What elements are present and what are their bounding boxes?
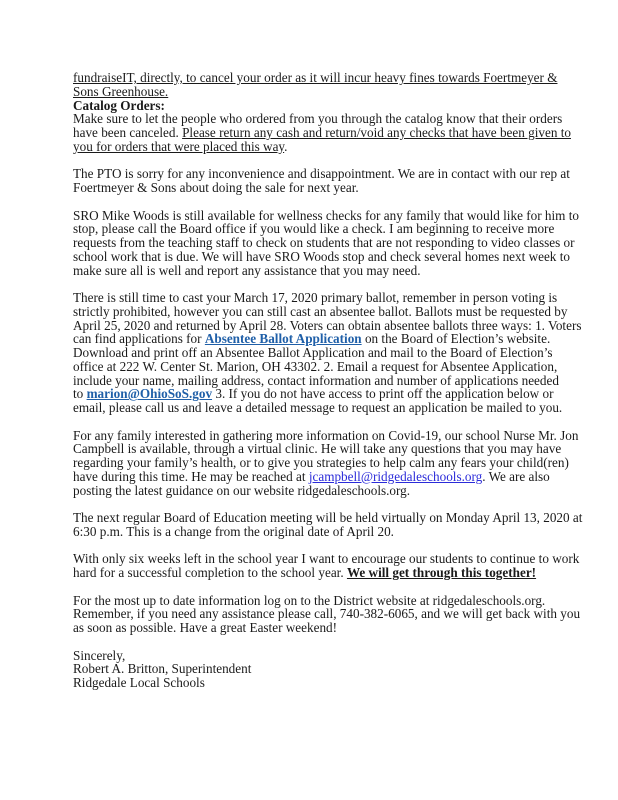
- text-segment: There is still time to cast your March 17, 2020 primary ballot, remember in person voting is: [73, 290, 558, 305]
- text-line: [73, 85, 593, 99]
- text-segment: stop, please call the Board office if you would like a check. I am beginning to receive more: [73, 221, 555, 237]
- text-segment: 3. If you do not have access to print off the application below or: [212, 386, 554, 402]
- text-line: [73, 319, 593, 333]
- paragraph-pto-apology: [73, 167, 593, 195]
- text-line: [73, 374, 593, 388]
- text-line: [73, 167, 593, 181]
- text-line: [73, 140, 593, 154]
- text-segment: have been canceled.: [73, 125, 183, 140]
- text-segment: to: [73, 386, 87, 402]
- text-segment: hard for a successful completion to the school year.: [73, 565, 347, 580]
- text-segment: . We are also: [482, 468, 550, 484]
- text-line: [73, 71, 593, 85]
- paragraph-signature: [73, 649, 593, 690]
- text-segment: We will get through this together!: [346, 565, 537, 580]
- text-line: [73, 346, 593, 360]
- text-line: [73, 401, 593, 415]
- text-line: [73, 332, 593, 346]
- text-segment: email, please call us and leave a detailed message to request an application be mailed to you.: [73, 400, 563, 415]
- text-line: [73, 594, 593, 608]
- paragraph-sro-wellness: [73, 209, 593, 278]
- paragraph-gap: [73, 154, 593, 168]
- text-line: [73, 222, 593, 236]
- text-segment: April 25, 2020 and returned by April 28. Voters can obtain absentee ballots three ways: 1. Voters: [73, 317, 582, 333]
- text-segment: include your name, mailing address, contact information and number of applications needed: [73, 372, 559, 388]
- heading-text: Catalog Orders:: [73, 97, 165, 113]
- paragraph-covid-nurse: [73, 429, 593, 498]
- link[interactable]: marion@OhioSoS.gov: [86, 386, 213, 402]
- text-line: [73, 511, 593, 525]
- text-segment: strictly prohibited, however you can still cast an absentee ballot. Ballots must be requested by: [73, 303, 568, 319]
- paragraph-gap: [73, 497, 593, 511]
- text-segment: school work that is due. We will have SRO Woods stop and check several homes next week to: [73, 248, 570, 264]
- text-segment: Remember, if you need any assistance please call, 740-382-6065, and we will get back with you: [73, 606, 581, 622]
- text-line: [73, 250, 593, 264]
- text-segment: Ridgedale Local Schools: [73, 675, 205, 690]
- paragraph-absentee-ballot: [73, 291, 593, 415]
- text-segment: Campbell is available, through a virtual clinic. He will take any questions that you may have: [73, 441, 562, 457]
- link[interactable]: jcampbell@ridgedaleschools.org: [308, 468, 483, 484]
- text-segment: Make sure to let the people who ordered from you through the catalog know that their orders: [73, 111, 563, 127]
- text-segment: on the Board of Election’s website.: [361, 331, 551, 347]
- text-segment: The PTO is sorry for any inconvenience and disappointment. We are in contact with our rep at: [73, 166, 570, 182]
- text-segment: With only six weeks left in the school year I want to encourage our students to continue to work: [73, 551, 580, 567]
- paragraph-gap: [73, 277, 593, 291]
- text-line: [73, 607, 593, 621]
- text-segment: requests from the teaching staff to check on students that are not responding to video classes or: [73, 235, 575, 250]
- text-line: [73, 387, 593, 401]
- text-segment: you for orders that were placed this way: [73, 138, 285, 154]
- text-segment: office at 222 W. Center St. Marion, OH 43302. 2. Email a request for Absentee Application,: [73, 358, 558, 374]
- text-line: [73, 209, 593, 223]
- text-line: [73, 566, 593, 580]
- text-line: [73, 429, 593, 443]
- text-line: [73, 99, 593, 113]
- text-segment: The next regular Board of Education meeting will be held virtually on Monday April 13, 2020 at: [73, 510, 583, 525]
- text-line: [73, 181, 593, 195]
- text-line: [73, 264, 593, 278]
- text-segment: posting the latest guidance on our website ridgedaleschools.org.: [73, 482, 411, 498]
- paragraph-gap: [73, 415, 593, 429]
- text-line: [73, 456, 593, 470]
- text-segment: For any family interested in gathering more information on Covid-19, our school Nurse Mr. Jon: [73, 427, 579, 443]
- text-segment: Robert A. Britton, Superintendent: [73, 661, 252, 677]
- text-segment: Sincerely,: [73, 647, 126, 663]
- text-line: [73, 621, 593, 635]
- text-line: [73, 649, 593, 663]
- text-line: [73, 676, 593, 690]
- text-segment: .: [284, 138, 288, 154]
- paragraph-board-meeting: [73, 511, 593, 539]
- text-line: [73, 484, 593, 498]
- text-segment: 6:30 p.m. This is a change from the original date of April 20.: [73, 523, 394, 539]
- text-line: [73, 360, 593, 374]
- paragraph-gap: [73, 539, 593, 553]
- text-segment: make sure all is well and report any assistance that you may need.: [73, 262, 421, 278]
- paragraph-encouragement: [73, 552, 593, 580]
- paragraph-gap: [73, 580, 593, 594]
- text-segment: Sons Greenhouse.: [73, 83, 169, 99]
- text-segment: regarding your family’s health, or to give you strategies to help calm any fears your child(ren): [73, 455, 569, 470]
- text-line: [73, 112, 593, 126]
- text-line: [73, 126, 593, 140]
- text-segment: Download and print off an Absentee Ballot Application and mail to the Board of Election’s: [73, 345, 553, 360]
- text-line: [73, 525, 593, 539]
- text-segment: as soon as possible. Have a great Easter weekend!: [73, 620, 338, 635]
- text-segment: can find applications for: [73, 331, 205, 347]
- text-segment: fundraiseIT, directly, to cancel your order as it will incur heavy fines towards Foertmeyer &: [73, 70, 558, 85]
- text-line: [73, 662, 593, 676]
- paragraph-contact-info: [73, 594, 593, 635]
- text-line: [73, 442, 593, 456]
- paragraph-gap: [73, 195, 593, 209]
- text-segment: have during this time. He may be reached at: [73, 468, 309, 484]
- text-line: [73, 236, 593, 250]
- text-line: [73, 305, 593, 319]
- paragraph-fundraise-note: [73, 71, 593, 154]
- text-segment: For the most up to date information log on to the District website at ridgedaleschools.org.: [73, 592, 546, 608]
- link[interactable]: Absentee Ballot Application: [204, 331, 362, 347]
- text-segment: Foertmeyer & Sons about doing the sale for next year.: [73, 180, 359, 195]
- text-line: [73, 552, 593, 566]
- text-segment: SRO Mike Woods is still available for wellness checks for any family that would like for him to: [73, 207, 579, 223]
- text-segment: Please return any cash and return/void any checks that have been given to: [182, 125, 571, 140]
- letter-body: [73, 71, 593, 690]
- paragraph-gap: [73, 635, 593, 649]
- text-line: [73, 470, 593, 484]
- text-line: [73, 291, 593, 305]
